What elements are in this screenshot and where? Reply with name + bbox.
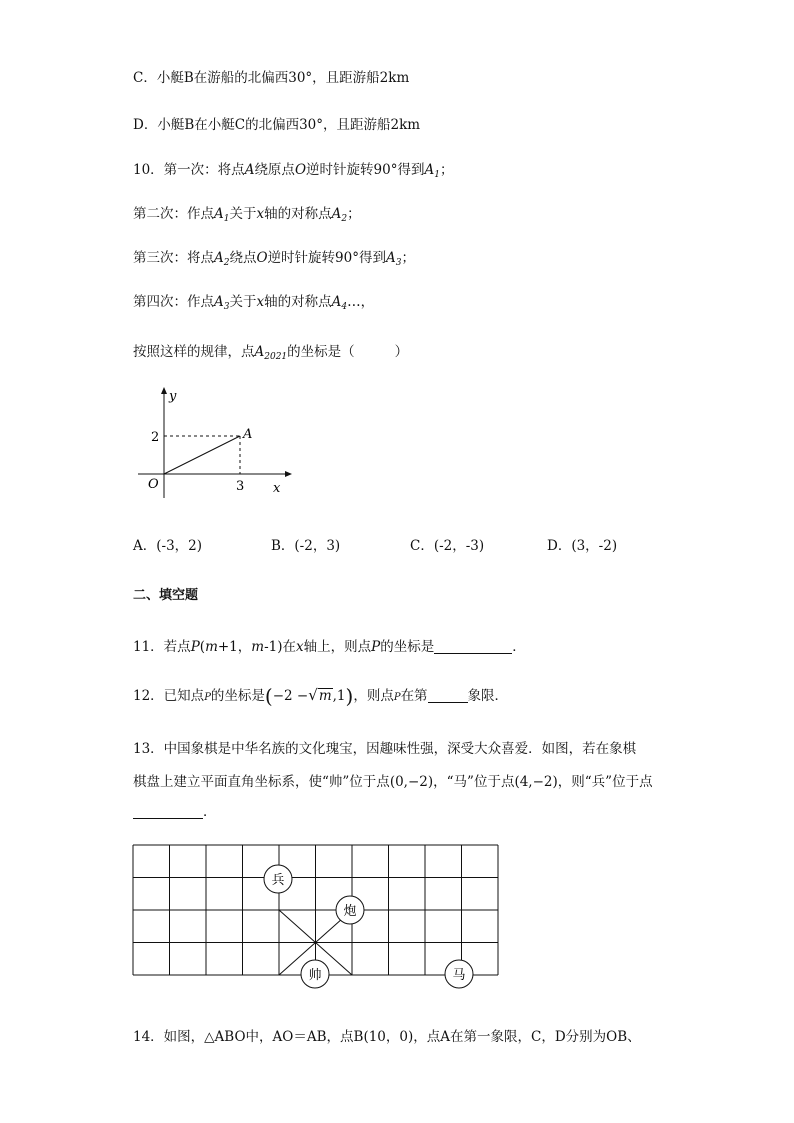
label-point-a: A bbox=[243, 427, 253, 442]
q10-step1: 10．第一次：将点A绕原点O逆时针旋转90°得到$A_1$； bbox=[133, 162, 454, 180]
q9-option-d: D．小艇B在小艇C的北偏西30°，且距游船2km bbox=[133, 117, 421, 133]
q13-line1: 13．中国象棋是中华名族的文化瑰宝，因趣味性强，深受大众喜爱．如图，若在象棋 bbox=[133, 741, 637, 757]
svg-text:炮: 炮 bbox=[343, 904, 357, 919]
label-y: y bbox=[169, 389, 177, 404]
segment-oa bbox=[164, 436, 240, 474]
q13-answer-blank bbox=[133, 804, 203, 819]
svg-text:帅: 帅 bbox=[308, 968, 322, 983]
board-grid bbox=[133, 845, 498, 975]
q10-option-a: A．(-3，2) bbox=[133, 538, 203, 554]
piece-pao bbox=[336, 896, 364, 924]
q9-option-c: C．小艇B在游船的北偏西30°，且距游船2km bbox=[133, 70, 410, 86]
piece-shuai bbox=[301, 960, 329, 988]
tick-2: 2 bbox=[151, 430, 160, 445]
svg-text:兵: 兵 bbox=[271, 873, 285, 888]
svg-text:马: 马 bbox=[452, 968, 466, 983]
label-x: x bbox=[273, 481, 281, 496]
q10-coordinate-figure bbox=[133, 380, 303, 505]
q12-answer-blank bbox=[428, 688, 468, 703]
q10-step2: 第二次：作点$A_1$关于x轴的对称点$A_2$； bbox=[133, 206, 361, 224]
q10-option-d: D．(3，-2) bbox=[547, 538, 618, 554]
q10-question: 按照这样的规律，点$A_{2021}$的坐标是（ ） bbox=[133, 344, 409, 362]
q10-option-b: B．(-2，3) bbox=[271, 538, 341, 554]
q10-option-c: C．(-2，-3) bbox=[410, 538, 485, 554]
section-title: 二、填空题 bbox=[133, 588, 199, 603]
q12: 12．已知点P的坐标是(−2 −√m,1)，则点P在第 象限． bbox=[133, 684, 509, 708]
q14: 14．如图，△ABO中，AO＝AB，点B(10，0)，点A在第一象限，C，D分别为OB、 bbox=[133, 1029, 641, 1045]
q10-step3: 第三次：将点$A_2$绕点O逆时针旋转90°得到$A_3$； bbox=[133, 250, 415, 268]
q11: 11．若点P(m+1，m-1)在x轴上，则点P的坐标是 ． bbox=[133, 639, 526, 655]
piece-bing bbox=[264, 865, 292, 893]
label-origin: O bbox=[148, 477, 159, 492]
chessboard-figure bbox=[120, 835, 520, 995]
piece-ma bbox=[445, 960, 473, 988]
q11-answer-blank bbox=[434, 639, 512, 654]
q13-line2: 棋盘上建立平面直角坐标系，使“帅”位于点(0,−2)，“马”位于点(4,−2)，则“兵”位于点 bbox=[133, 774, 653, 790]
q13-line3: ． bbox=[133, 800, 217, 820]
tick-3: 3 bbox=[236, 479, 245, 494]
q10-step4: 第四次：作点$A_3$关于x轴的对称点$A_4\dots$， bbox=[133, 294, 375, 312]
